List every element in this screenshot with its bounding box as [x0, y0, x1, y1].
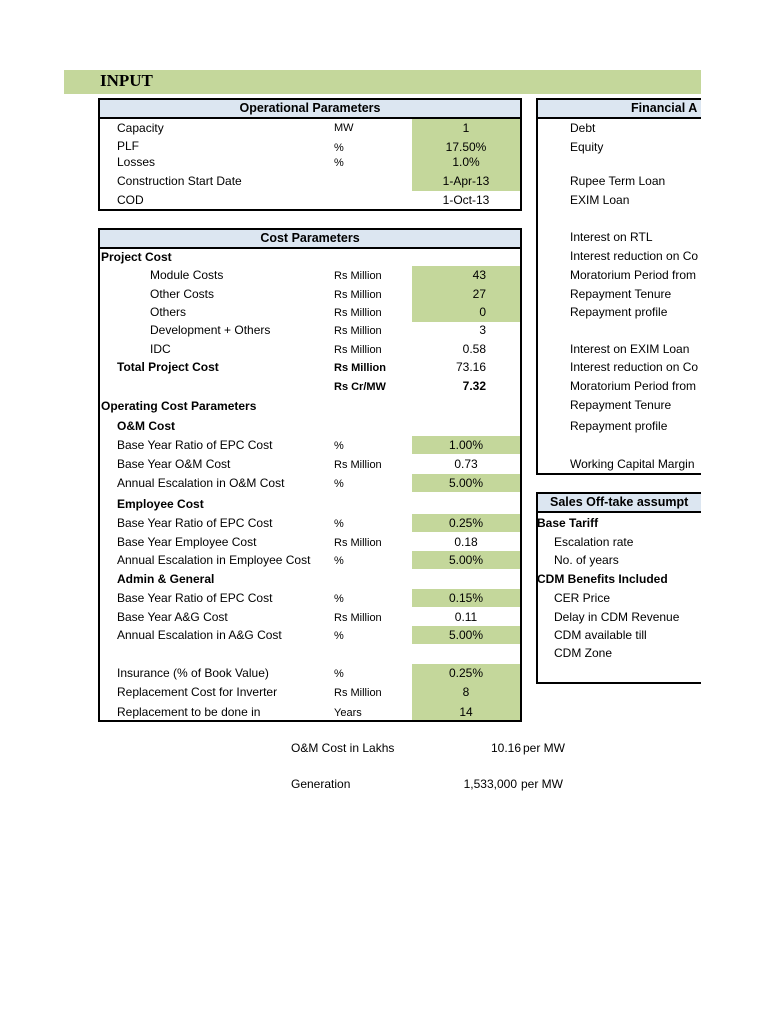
- project-row-label: Module Costs: [150, 268, 224, 282]
- om-row-unit: Rs Million: [334, 459, 382, 471]
- ag-row-unit: %: [334, 593, 344, 605]
- ag-row-unit: Rs Million: [334, 612, 382, 624]
- ag-row-label: Annual Escalation in A&G Cost: [117, 628, 282, 642]
- per-mw-value: 7.32: [462, 379, 486, 393]
- financial-panel: [536, 98, 701, 478]
- total-project-cost-unit: Rs Million: [334, 362, 386, 374]
- om-cost-label: O&M Cost: [117, 419, 175, 433]
- fin-row-label: Interest on EXIM Loan: [570, 342, 690, 356]
- project-row-unit: Rs Million: [334, 325, 382, 337]
- emp-row-unit: %: [334, 518, 344, 530]
- emp-row-unit: %: [334, 555, 344, 567]
- cdm-row-label: CDM available till: [554, 628, 647, 642]
- misc-row-label: Replacement Cost for Inverter: [117, 685, 278, 699]
- project-row-value[interactable]: 0: [479, 305, 486, 319]
- op-label: Capacity: [117, 121, 164, 135]
- fin-row-label: Equity: [570, 140, 604, 154]
- misc-row-unit: Years: [334, 707, 362, 719]
- project-cost-label: Project Cost: [101, 250, 172, 264]
- emp-row-label: Annual Escalation in Employee Cost: [117, 553, 311, 567]
- cdm-row-label: CER Price: [554, 591, 611, 605]
- fin-row-label: Repayment profile: [570, 419, 668, 433]
- op-unit: MW: [334, 122, 354, 134]
- project-row-label: Others: [150, 305, 187, 319]
- om-row-label: Annual Escalation in O&M Cost: [117, 476, 285, 490]
- fin-row-label: Interest reduction on Co: [570, 360, 699, 374]
- om-cost-lakhs-label: O&M Cost in Lakhs: [291, 741, 395, 755]
- op-value[interactable]: 1.0%: [452, 155, 480, 169]
- op-unit: %: [334, 157, 344, 169]
- fin-row-label: Interest reduction on Co: [570, 249, 699, 263]
- page-title: INPUT: [100, 71, 153, 90]
- project-row-label: Development + Others: [150, 323, 271, 337]
- project-row-unit: Rs Million: [334, 270, 382, 282]
- total-project-cost-label: Total Project Cost: [117, 360, 219, 374]
- project-row-value: 0.58: [462, 342, 486, 356]
- cdm-benefits-label: CDM Benefits Included: [537, 572, 668, 586]
- tariff-row-label: Escalation rate: [554, 535, 634, 549]
- om-row-label: Base Year O&M Cost: [117, 457, 231, 471]
- op-value[interactable]: 1-Apr-13: [442, 174, 490, 188]
- ag-row-label: Base Year A&G Cost: [117, 610, 228, 624]
- employee-cost-label: Employee Cost: [117, 497, 204, 511]
- emp-row-value[interactable]: 0.25%: [448, 516, 484, 530]
- op-label: PLF: [117, 139, 140, 153]
- project-row-value[interactable]: 27: [472, 287, 486, 301]
- generation-label: Generation: [291, 777, 351, 791]
- base-tariff-label: Base Tariff: [537, 516, 599, 530]
- emp-row-label: Base Year Employee Cost: [117, 535, 257, 549]
- generation-unit: per MW: [521, 777, 563, 791]
- misc-row-label: Replacement to be done in: [117, 705, 261, 719]
- operational-header: Operational Parameters: [98, 98, 522, 119]
- cdm-row-label: Delay in CDM Revenue: [554, 610, 680, 624]
- emp-row-unit: Rs Million: [334, 537, 382, 549]
- misc-row-unit: Rs Million: [334, 687, 382, 699]
- emp-row-value[interactable]: 5.00%: [448, 553, 484, 567]
- om-row-value: 0.73: [454, 457, 478, 471]
- fin-row-label: Interest on RTL: [570, 230, 653, 244]
- project-row-label: IDC: [150, 342, 171, 356]
- fin-row-label: Working Capital Margin: [570, 457, 695, 471]
- op-label: Construction Start Date: [117, 174, 242, 188]
- op-unit: %: [334, 142, 344, 154]
- tariff-row-label: No. of years: [554, 553, 619, 567]
- project-row-unit: Rs Million: [334, 289, 382, 301]
- fin-row-label: Moratorium Period from: [570, 268, 697, 282]
- op-label: COD: [117, 193, 144, 207]
- project-row-value: 3: [479, 323, 486, 337]
- project-row-label: Other Costs: [150, 287, 215, 301]
- admin-general-label: Admin & General: [117, 572, 215, 586]
- financial-header: Financial A: [536, 98, 701, 119]
- project-row-value[interactable]: 43: [472, 268, 486, 282]
- fin-row-label: EXIM Loan: [570, 193, 630, 207]
- fin-row-label: Moratorium Period from: [570, 379, 697, 393]
- om-cost-lakhs-unit: per MW: [523, 741, 565, 755]
- per-mw-unit: Rs Cr/MW: [334, 381, 386, 393]
- misc-row-label: Insurance (% of Book Value): [117, 666, 269, 680]
- om-row-unit: %: [334, 440, 344, 452]
- title-banner: [64, 70, 701, 94]
- om-row-value[interactable]: 5.00%: [448, 476, 484, 490]
- om-cost-lakhs-value: 10.16: [490, 741, 521, 755]
- cost-header: Cost Parameters: [98, 228, 522, 249]
- emp-row-label: Base Year Ratio of EPC Cost: [117, 516, 273, 530]
- fin-row-label: Rupee Term Loan: [570, 174, 666, 188]
- op-value[interactable]: 17.50%: [445, 140, 487, 154]
- emp-row-value: 0.18: [454, 535, 478, 549]
- fin-row-label: Repayment Tenure: [570, 287, 672, 301]
- om-row-unit: %: [334, 478, 344, 490]
- project-row-unit: Rs Million: [334, 307, 382, 319]
- misc-row-unit: %: [334, 668, 344, 680]
- op-value: 1-Oct-13: [442, 193, 490, 207]
- misc-row-value[interactable]: 8: [462, 685, 470, 699]
- ag-row-value: 0.11: [454, 610, 478, 624]
- om-row-value[interactable]: 1.00%: [448, 438, 484, 452]
- misc-row-value[interactable]: 0.25%: [448, 666, 484, 680]
- ag-row-value[interactable]: 0.15%: [448, 591, 484, 605]
- ag-row-unit: %: [334, 630, 344, 642]
- generation-value: 1,533,000: [463, 777, 517, 791]
- operating-cost-label: Operating Cost Parameters: [101, 399, 257, 413]
- cdm-row-label: CDM Zone: [554, 646, 613, 660]
- ag-row-value[interactable]: 5.00%: [448, 628, 484, 642]
- fin-row-label: Debt: [570, 121, 596, 135]
- misc-row-value[interactable]: 14: [459, 705, 473, 719]
- ag-row-label: Base Year Ratio of EPC Cost: [117, 591, 273, 605]
- sales-panel: [536, 492, 701, 685]
- sales-header: Sales Off-take assumpt: [536, 492, 701, 513]
- fin-row-label: Repayment Tenure: [570, 398, 672, 412]
- total-project-cost-value: 73.16: [455, 360, 486, 374]
- op-label: Losses: [117, 155, 156, 169]
- project-row-unit: Rs Million: [334, 344, 382, 356]
- op-value[interactable]: 1: [462, 121, 470, 135]
- om-row-label: Base Year Ratio of EPC Cost: [117, 438, 273, 452]
- fin-row-label: Repayment profile: [570, 305, 668, 319]
